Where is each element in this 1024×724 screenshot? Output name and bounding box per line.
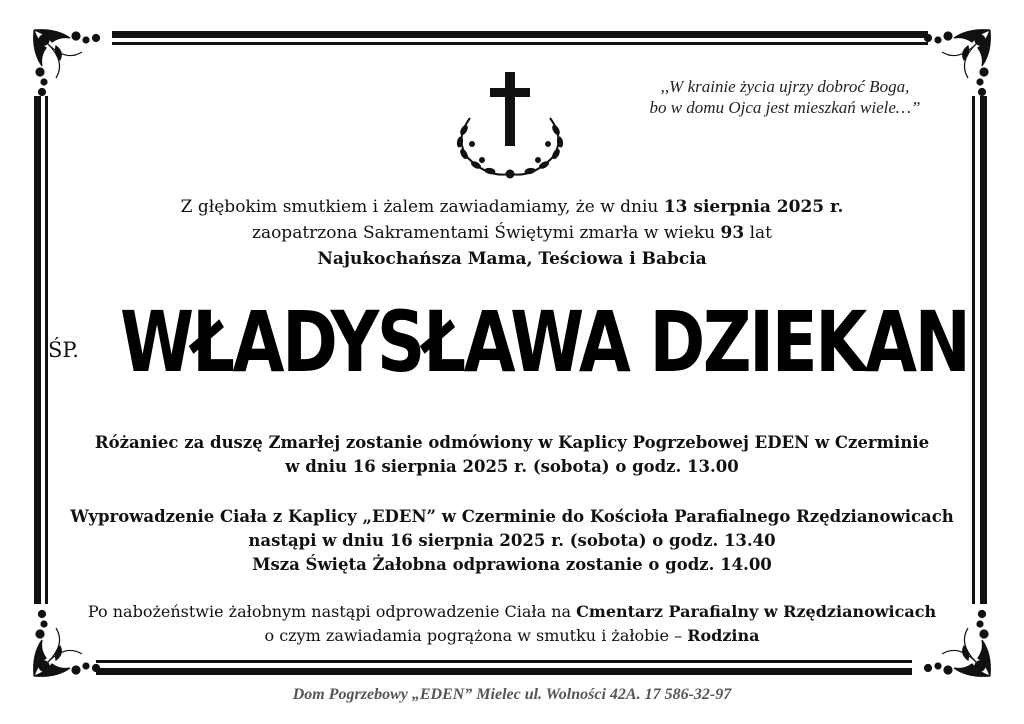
deceased-block: [0, 293, 1024, 391]
frame-top-inner: [112, 42, 928, 45]
signature-family: Rodzina: [687, 626, 760, 645]
floral-corner-icon: [26, 22, 106, 102]
epigraph-quote: [620, 76, 950, 118]
quote-line: ,,W krainie życia ujrzy dobroć Boga,: [660, 77, 910, 96]
frame-bottom-inner: [96, 660, 912, 663]
frame-bottom-outer: [96, 668, 912, 675]
rosary-line-1: Różaniec za duszę Zmarłej zostanie odmówiony w Kaplicy Pogrzebowej EDEN w Czerminie: [94, 433, 930, 452]
closing-text: o czym zawiadamia pogrążona w smutku i żałobie –: [264, 626, 688, 645]
procession-line-1: Wyprowadzenie Ciała z Kaplicy „EDEN” w Czerminie do Kościoła Parafialnego Rzędzianowicach: [70, 507, 954, 526]
closing-line-2: [40, 623, 984, 649]
closing-line-1: [40, 599, 984, 625]
frame-top-outer: [112, 31, 928, 38]
cemetery-name: Cmentarz Parafialny w Rzędzianowicach: [576, 602, 937, 621]
age-value: 93: [720, 223, 745, 243]
announcement-text: zaopatrzona Sakramentami Świętymi zmarła w wieku: [251, 223, 721, 243]
closing-text: Po nabożeństwie żałobnym nastąpi odprowadzenie Ciała na: [87, 602, 577, 621]
deceased-name: WŁADYSŁAWA DZIEKAN: [120, 293, 969, 391]
deceased-prefix: ŚP.: [48, 338, 79, 362]
announcement-line-1: [40, 194, 984, 220]
procession-line-2: nastąpi w dniu 16 sierpnia 2025 r. (sobota) o godz. 13.40: [248, 531, 776, 550]
announcement-text: lat: [744, 223, 772, 243]
mass-line: Msza Święta Żałobna odprawiona zostanie o godz. 14.00: [252, 555, 772, 574]
rosary-line-2: w dniu 16 sierpnia 2025 r. (sobota) o godz. 13.00: [285, 457, 739, 476]
family-role: Najukochańsza Mama, Teściowa i Babcia: [317, 249, 707, 269]
funeral-home-footer: Dom Pogrzebowy „EDEN” Mielec ul. Wolności 42A. 17 586-32-97: [292, 686, 732, 703]
announcement-text: Z głębokim smutkiem i żalem zawiadamiamy, że w dniu: [180, 197, 664, 217]
quote-line: bo w domu Ojca jest mieszkań wiele…”: [649, 98, 921, 117]
cross-icon: [448, 70, 572, 182]
announcement-line-2: [40, 220, 984, 246]
death-date: 13 sierpnia 2025 r.: [663, 197, 844, 217]
